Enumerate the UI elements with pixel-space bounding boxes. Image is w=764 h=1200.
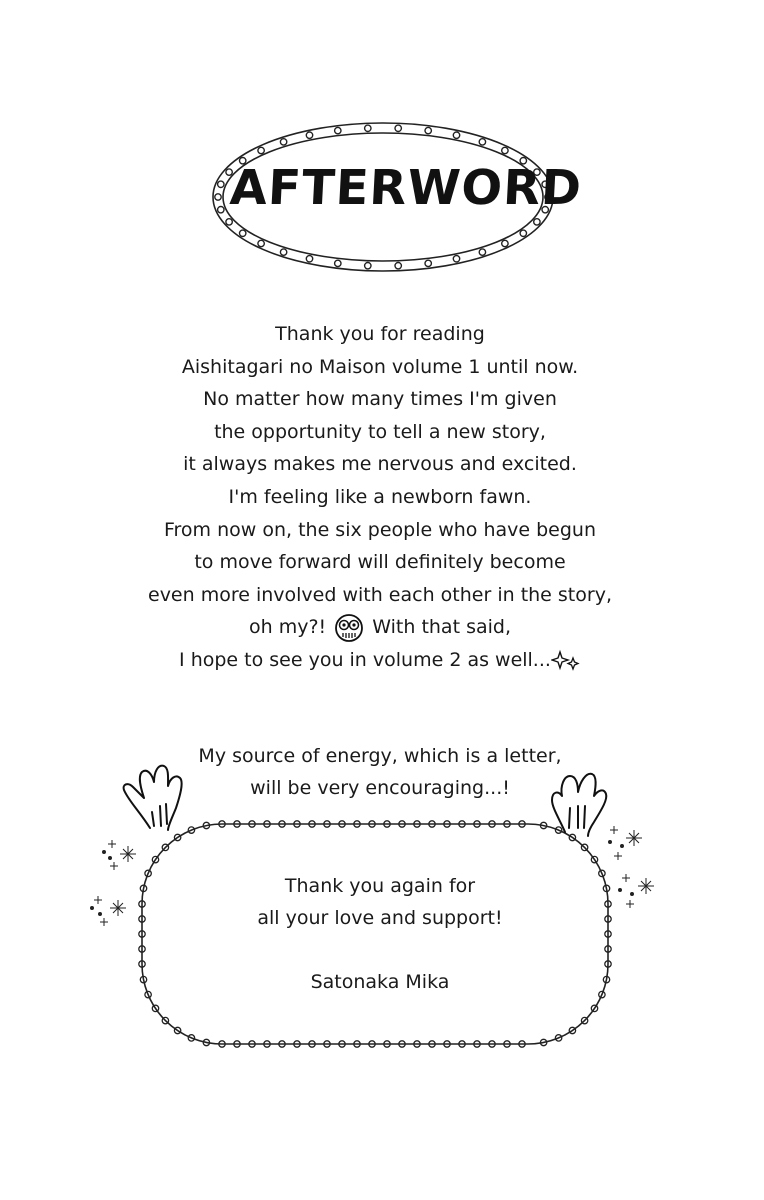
spacer [180,934,580,966]
frame-loop [280,249,286,255]
body-line: No matter how many times I'm given [203,388,557,411]
frame-loop [365,263,371,269]
energy-line: will be very encouraging...! [250,777,510,799]
frame-loop [258,240,264,246]
body-line-last [100,644,660,677]
frame-loop [534,219,540,225]
body-line: the opportunity to tell a new story, [214,420,546,443]
body-line: to move forward will definitely become [194,551,566,574]
signature: Satonaka Mika [310,971,450,993]
left-sparkles [91,840,137,926]
frame-loop [306,132,312,138]
frame-loop [280,139,286,145]
letter-encouragement [130,740,630,804]
frame-loop [520,230,526,236]
message-box-text [180,870,580,998]
frame-loop [425,260,431,266]
surprised-face-icon [334,613,364,643]
frame-loop [479,139,485,145]
frame-loop [258,147,264,153]
frame-loop [226,219,232,225]
page-title: AFTERWORD [228,160,584,216]
body-line: even more involved with each other in the story, [148,583,612,606]
frame-loop [425,127,431,133]
body-line-oh-my [100,611,660,644]
frame-loop [365,125,371,131]
energy-line: My source of energy, which is a letter, [198,745,562,767]
frame-loop [479,249,485,255]
frame-loop [502,240,508,246]
body-line: From now on, the six people who have begun [163,518,597,541]
body-line: I'm feeling like a newborn fawn. [228,485,532,508]
frame-loop [218,207,224,213]
with-that-said-text: With that said, [372,616,511,639]
body-line: Aishitagari no Maison volume 1 until now. [181,355,579,378]
frame-loop [335,127,341,133]
box-line: Thank you again for [284,875,476,897]
oh-my-text: oh my?! [249,616,327,639]
last-line-text: I hope to see you in volume 2 as well... [179,648,551,671]
right-sparkles [609,826,655,908]
frame-loop [395,125,401,131]
frame-loop [335,260,341,266]
frame-loop [453,256,459,262]
frame-loop [306,256,312,262]
frame-loop [502,147,508,153]
body-line: Thank you for reading [275,323,485,345]
frame-loop [215,194,221,200]
box-line: all your love and support! [257,907,503,929]
frame-loop [240,230,246,236]
sparkle-icon [551,648,581,672]
frame-loop [218,181,224,187]
frame-loop [453,132,459,138]
afterword-body [100,318,660,677]
body-line: it always makes me nervous and excited. [183,453,577,476]
frame-loop [395,263,401,269]
